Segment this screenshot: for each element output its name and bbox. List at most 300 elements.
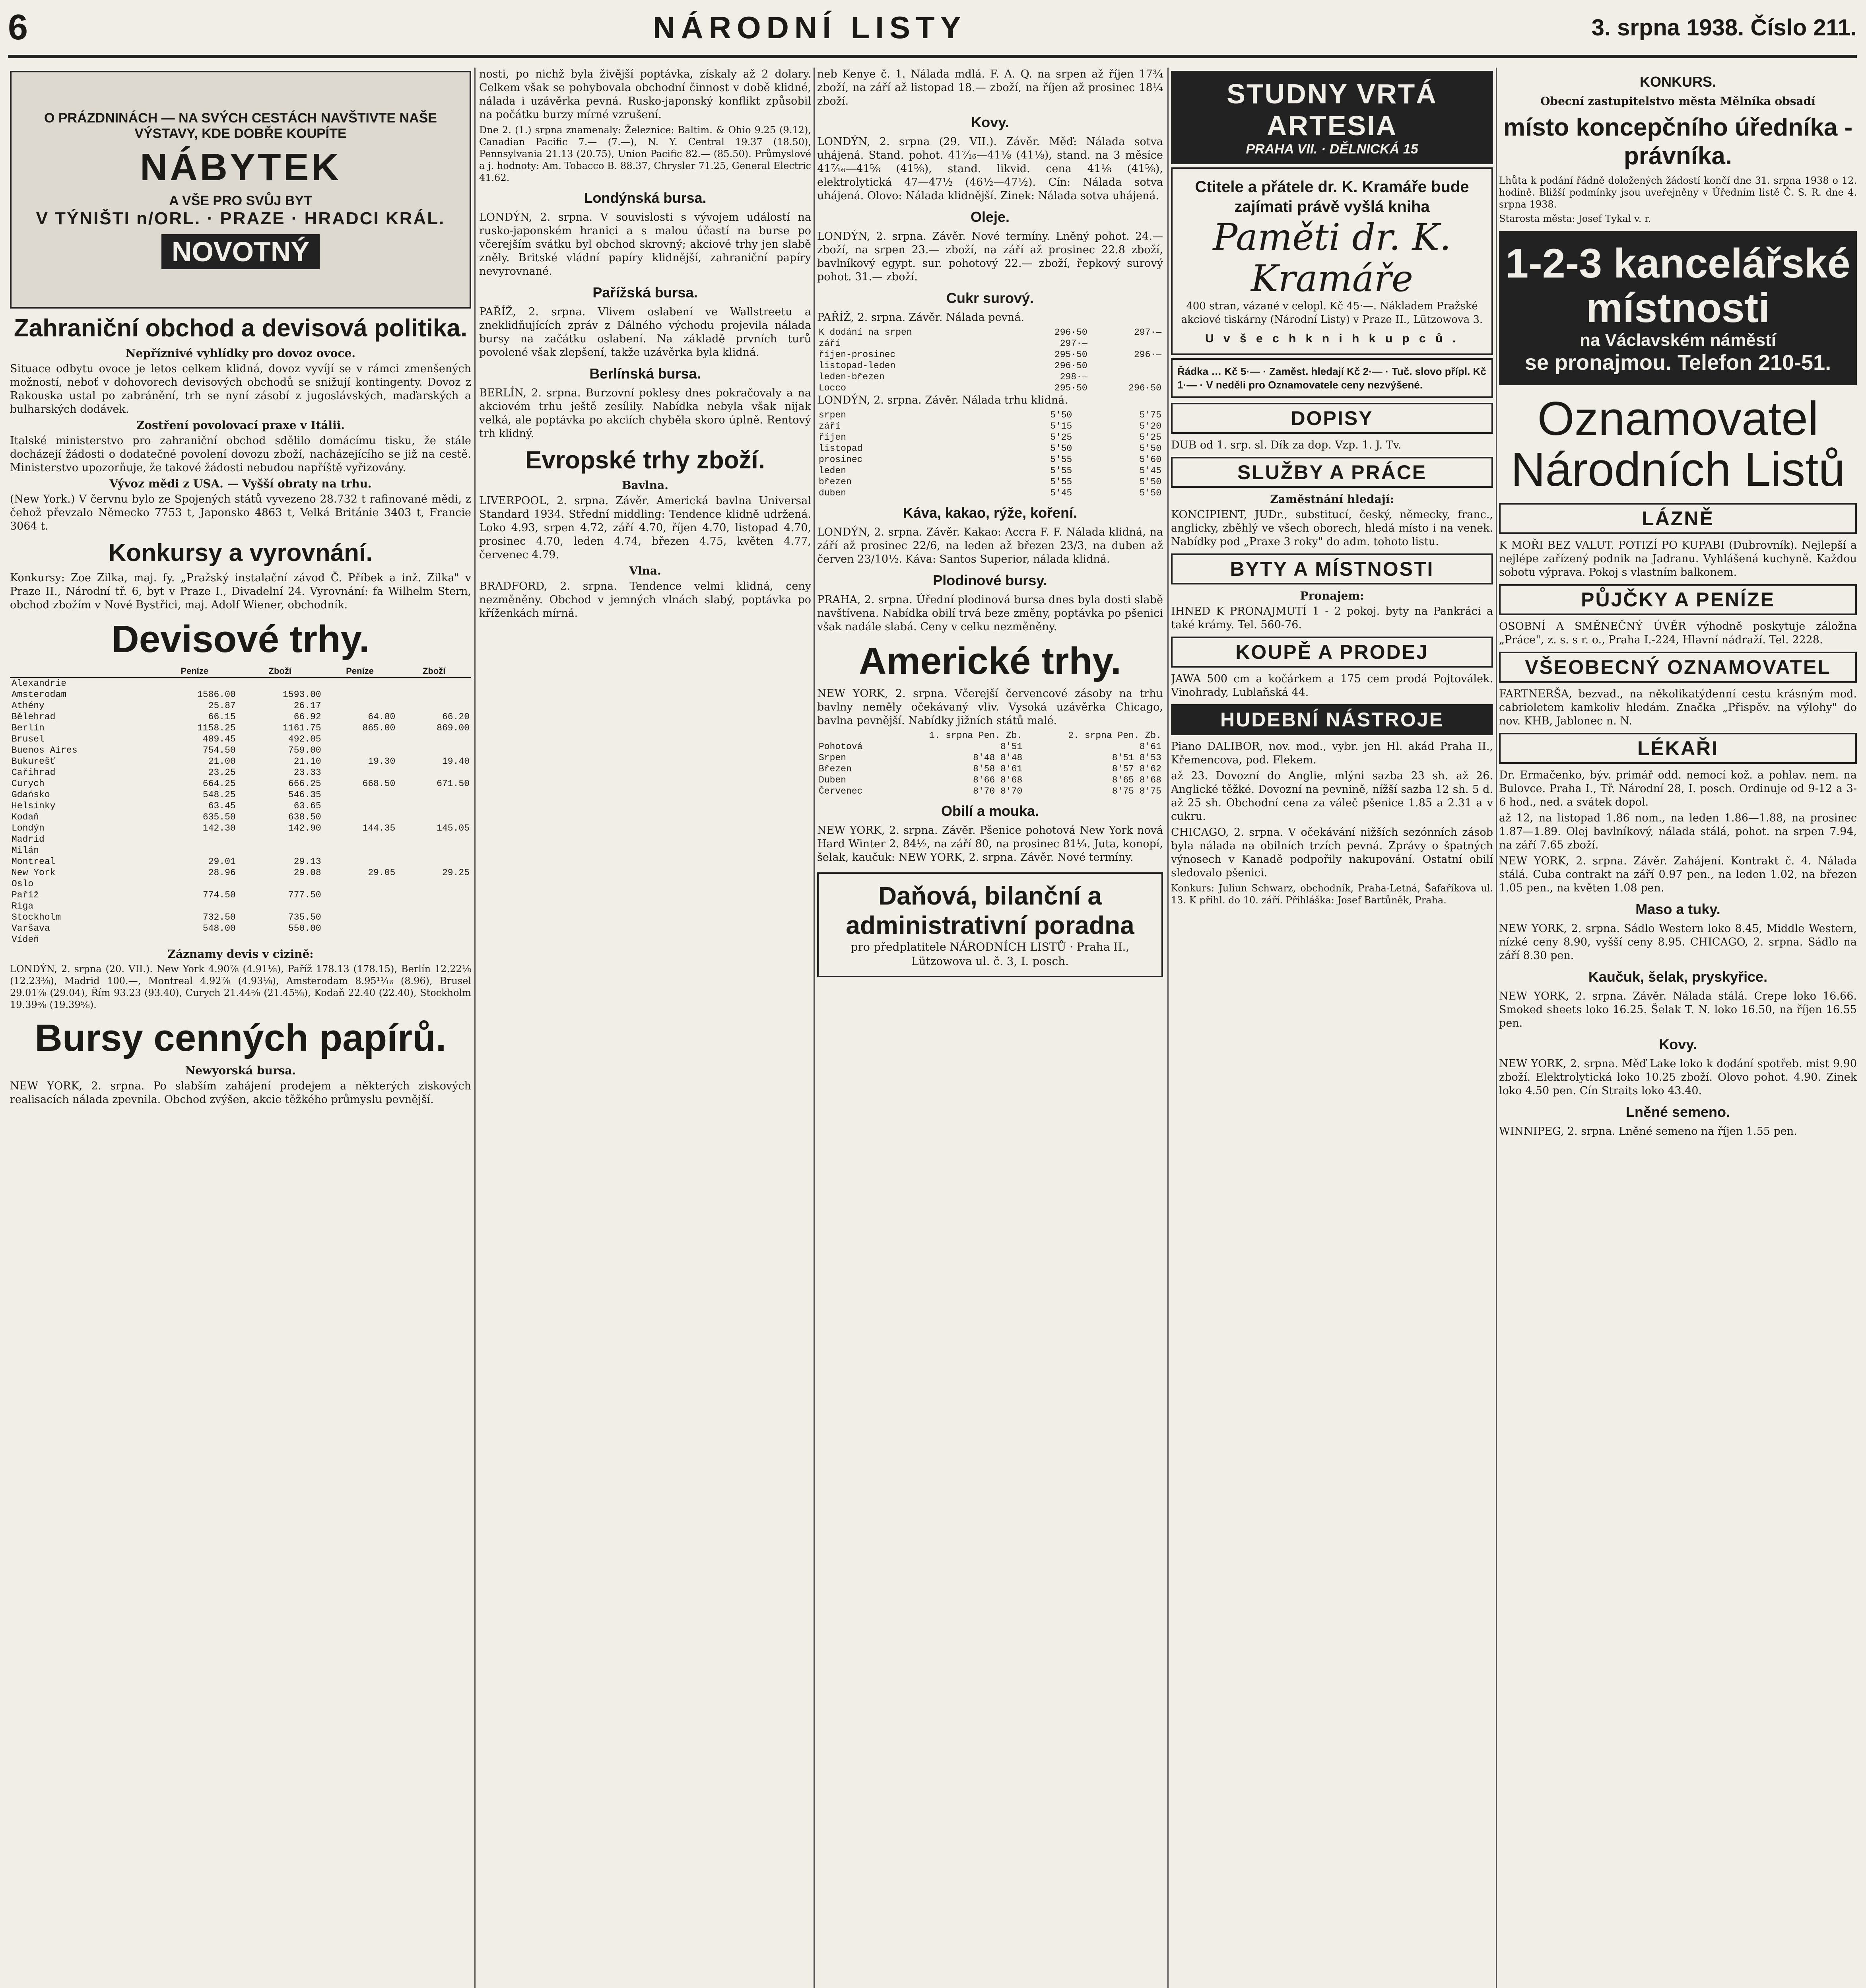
cukr-row: [817, 338, 1163, 349]
cukr-row: [817, 327, 1163, 338]
table-cell: 1161.75: [283, 723, 321, 733]
table-cell: 546.35: [288, 790, 321, 800]
table-cell: 19.30: [368, 756, 396, 767]
lazne-text: K MOŘI BEZ VALUT. POTIZÍ PO KUPABI (Dubrovník). Nejlepší a nejlépe zařízený podnik na Jadranu. Vyhlášená kuchyně. Každou sobotu výprava. Pokoj s vlastním balkonem.: [1499, 539, 1857, 579]
berlinska-title: Berlínská bursa.: [589, 365, 701, 382]
table-cell: 297·—: [1060, 338, 1087, 349]
bavlna-row: [817, 763, 1163, 775]
column-rule: [474, 68, 476, 1988]
fx-row: [10, 923, 471, 934]
table-cell: [1089, 371, 1163, 382]
bavlna-row: [817, 752, 1163, 763]
table-cell: duben: [819, 488, 847, 498]
devisove-table: [10, 665, 471, 945]
table-cell: [397, 812, 471, 823]
table-cell: 296·—: [1134, 349, 1161, 360]
lekari-label: LÉKAŘI: [1499, 733, 1857, 764]
table-cell: [397, 901, 471, 912]
obili-text: NEW YORK, 2. srpna. Závěr. Pšenice pohotová New York nová Hard Winter 2. 84½, na září 80, na prosinec 81¼. Juta, konopí, šelak, kaučuk: NEW YORK, 2. srpna. Závěr. Nové termíny.: [817, 824, 1163, 864]
fx-row: [10, 912, 471, 923]
kancelar-ad: [1499, 231, 1857, 385]
article-text: neb Kenye č. 1. Nálada mdlá. F. A. Q. na srpen až říjen 17¾ zboží, na září až listopad 18.— zboží, na říjen až prosinec 18¼ zboží.: [817, 68, 1163, 107]
table-cell: 548.00: [202, 923, 236, 934]
table-cell: [397, 745, 471, 756]
page-number: 6: [8, 7, 28, 47]
fx-row: [10, 711, 471, 722]
table-cell: 8'57 8'62: [1112, 764, 1161, 774]
table-cell: [323, 767, 397, 778]
kancelar-contact: se pronajmou. Telefon 210-51.: [1524, 351, 1831, 375]
table-cell: [397, 689, 471, 700]
article-text: NEW YORK, 2. srpna. Závěr. Zahájení. Kontrakt č. 4. Nálada stálá. Cuba contrakt na září 0.97 pen., na leden 1.02, na březen 1.05 pen., na květen 1.08 pen.: [1499, 855, 1857, 894]
article-text: nosti, po nichž byla živější poptávka, získaly až 2 dolary. Celkem však se pohybovala obchodní činnost v době klidné, nálada i uzávěrka pevná. Rusko-japonský konflikt způsobil na počátku burzy mírné vzrušení.: [479, 68, 811, 121]
fx-row: [10, 823, 471, 834]
table-cell: Cařihrad: [12, 767, 56, 778]
table-cell: 29.01: [208, 856, 236, 867]
table-cell: [397, 834, 471, 845]
table-cell: Londýn: [12, 823, 45, 833]
table-cell: 29.13: [293, 856, 321, 867]
table-cell: [817, 730, 885, 741]
table-cell: Vídeň: [12, 934, 39, 945]
table-cell: [397, 700, 471, 711]
column-rule: [1496, 68, 1497, 1988]
table-cell: 5'50: [1050, 443, 1072, 454]
artesia-ad: [1171, 71, 1493, 164]
table-cell: prosinec: [819, 454, 863, 465]
danova-poradna-ad: [817, 872, 1163, 977]
table-cell: 2. srpna Pen. Zb.: [1068, 730, 1161, 741]
oleje-text: LONDÝN, 2. srpna. Závěr. Nové termíny. Lněný pohot. 24.— zboží, na srpen 23.— zboží, na září až prosinec 22.8 zboží, bavlníkový egypt. sur. pohotový 22.— zboží, řepkový surový pohot. 31.— zboží.: [817, 230, 1163, 283]
table-cell: Oslo: [12, 879, 34, 889]
table-cell: 5'45: [1050, 488, 1072, 498]
table-cell: 145.05: [437, 823, 470, 833]
table-cell: 548.25: [202, 790, 236, 800]
kramar-shop: U v š e c h k n i h k u p c ů .: [1205, 332, 1459, 345]
column-rule: [814, 68, 815, 1988]
fx-row: [10, 767, 471, 778]
table-cell: říjen: [819, 432, 847, 443]
cukr2-row: [817, 432, 1163, 443]
table-cell: 666.25: [288, 779, 321, 789]
cukr2-table: [817, 410, 1163, 499]
table-cell: Kodaň: [12, 812, 39, 822]
table-cell: 295·50: [1054, 349, 1087, 360]
table-cell: 5'55: [1050, 466, 1072, 476]
cukr2-row: [817, 465, 1163, 476]
konkurs-headline: místo koncepčního úředníka - právníka.: [1503, 114, 1853, 170]
kava-text: LONDÝN, 2. srpna. Závěr. Kakao: Accra F. F. Nálada klidná, na září až prosinec 22/6, na leden až březen 23/3, na duben až červen 23/10½. Káva: Santos Superior, nálada klidná.: [817, 526, 1163, 565]
table-cell: 664.25: [202, 779, 236, 789]
table-cell: 63.65: [293, 801, 321, 811]
table-cell: Riga: [12, 901, 34, 911]
table-cell: Athény: [12, 701, 45, 711]
table-cell: 8'70 8'70: [973, 786, 1023, 796]
article-text: až 12, na listopad 1.86 nom., na leden 1.86—1.88, na prosinec 1.87—1.89. Olej bavlníkový, nálada stálá, pohot. na srpen 7.94, na září 7.65 zboží.: [1499, 812, 1857, 851]
table-cell: [152, 934, 237, 945]
fx-row: [10, 734, 471, 745]
issue-date: 3. srpna 1938. Číslo 211.: [1591, 14, 1857, 41]
table-cell: [323, 934, 397, 945]
table-cell: [323, 845, 397, 856]
table-cell: 732.50: [202, 912, 236, 922]
table-cell: 735.50: [288, 912, 321, 922]
plodinove-text: PRAHA, 2. srpna. Úřední plodinová bursa dnes byla dosti slabě navštívena. Nabídka obilí trvá beze změny, poptávka po pšenici však nadále slabá. Ceny v celku nezměněny.: [817, 594, 1163, 633]
konkurs-text: Lhůta k podání řádně doložených žádostí končí dne 31. srpna 1938 o 12. hodině. Bližší podmínky jsou uveřejněny v Úředním listě Č. S. R. dne 4. srpna 1938.: [1499, 175, 1857, 210]
cukr2-row: [817, 410, 1163, 421]
lekari-text: Dr. Ermačenko, býv. primář odd. nemocí kož. a pohlav. nem. na Bulovce. Praha I., Tř. Národní 28, I. posch. Ordinuje od 9-12 a 3-6 hod., ned. a svátek dopol.: [1499, 769, 1857, 808]
kovy-title: Kovy.: [1659, 1036, 1697, 1052]
article-text: (New York.) V červnu bylo ze Spojených států vyvezeno 28.732 t rafinované mědi, z čehož převzalo Německo 7753 t, Japonsko 4863 t, Velká Británie 3403 t, Francie 3064 t.: [10, 493, 471, 532]
bavlna-row: [817, 741, 1163, 752]
price-list-box: [1171, 358, 1493, 398]
fx-row: [10, 856, 471, 867]
table-cell: 142.30: [202, 823, 236, 833]
konkurs-title: KONKURS.: [1639, 74, 1716, 90]
fx-header: Peníze: [323, 665, 397, 678]
table-cell: 63.45: [208, 801, 236, 811]
table-cell: [323, 889, 397, 901]
table-cell: [323, 878, 397, 889]
table-cell: 8'51: [1000, 742, 1023, 752]
table-cell: 1. srpna Pen. Zb.: [929, 730, 1023, 741]
table-cell: leden: [819, 466, 847, 476]
table-cell: [237, 834, 323, 845]
danova-title: Daňová, bilanční a administrativní poradna: [846, 881, 1134, 940]
byty-text: IHNED K PRONAJMUTÍ 1 - 2 pokoj. byty na Pankráci a také krámy. Tel. 560-76.: [1171, 605, 1493, 631]
londyn-text: LONDÝN, 2. srpna. V souvislosti s vývojem událostí na rusko-japonském hranici a s malou účastí na burse po včerejším svátku byl obchod skrovný; akciové trhy jen slabě zněly. Britské vládní papíry klidnější, zahraniční papíry nevyrovnané.: [479, 211, 811, 278]
artesia-address: PRAHA VII. · DĚLNICKÁ 15: [1246, 142, 1418, 157]
sluzby-text: KONCIPIENT, JUDr., substitucí, český, německy, franc., anglicky, zběhlý ve všech oborech, hledá místo i na venek. Nabídky pod „Praxe 3 roky" do adm. tohoto listu.: [1171, 509, 1493, 548]
kaucuk-title: Kaučuk, šelak, pryskyřice.: [1588, 969, 1768, 985]
table-cell: 865.00: [362, 723, 396, 733]
table-cell: 298·—: [1060, 372, 1087, 382]
table-cell: říjen-prosinec: [819, 349, 896, 360]
kaucuk-text: NEW YORK, 2. srpna. Závěr. Nálada stálá. Crepe loko 16.66. Smoked sheets loko 16.25. Šelak T. N. loko 16.50, na říjen 16.55 pen.: [1499, 990, 1857, 1029]
table-cell: 5'60: [1139, 454, 1161, 465]
section-title: Zahraniční obchod a devisová politika.: [14, 315, 468, 342]
table-cell: 29.25: [442, 868, 470, 878]
cukr-intro: PAŘÍŽ, 2. srpna. Závěr. Nálada pevná.: [817, 311, 1024, 324]
table-cell: 8'48 8'48: [973, 753, 1023, 763]
table-cell: 5'50: [1139, 443, 1161, 454]
table-cell: Stockholm: [12, 912, 61, 922]
table-cell: listopad-leden: [819, 361, 896, 371]
table-cell: [397, 845, 471, 856]
article-heading: Zostření povolovací praxe v Itálii.: [136, 419, 345, 432]
table-cell: 668.50: [362, 779, 396, 789]
article-text: Italské ministerstvo pro zahraniční obchod sdělilo domácímu tisku, že stále docházejí žádosti o dodatečné povolení dovozu zboží, nacházejícího se již na cestě. Ministerstvo upozorňuje, že takové žádosti nebudou napříště vyřizovány.: [10, 435, 471, 474]
table-cell: 29.05: [368, 868, 396, 878]
table-cell: 754.50: [202, 745, 236, 755]
kramar-title: Paměti dr. K. Kramáře: [1213, 216, 1451, 300]
table-cell: [152, 845, 237, 856]
dopisy-text: DUB od 1. srp. sl. Dík za dop. Vzp. 1. J. Tv.: [1171, 439, 1402, 451]
danova-info: pro předplatitele NÁRODNÍCH LISTŮ · Praha II., Lützowova ul. č. 3, I. posch.: [850, 940, 1130, 968]
table-cell: 489.45: [202, 734, 236, 744]
table-cell: Varšava: [12, 923, 50, 934]
table-cell: 550.00: [288, 923, 321, 934]
artesia-title: STUDNY VRTÁ ARTESIA: [1227, 78, 1437, 141]
cukr-row: [817, 382, 1163, 394]
table-cell: [152, 678, 237, 689]
table-cell: Curych: [12, 779, 45, 789]
table-cell: 1158.25: [197, 723, 236, 733]
table-cell: 144.35: [362, 823, 396, 833]
parizska-title: Pařížská bursa.: [592, 284, 698, 301]
fx-row: [10, 889, 471, 901]
evropske-text: LIVERPOOL, 2. srpna. Závěr. Americká bavlna Universal Standard 1934. Střední middling: Tendence klidně udržená. Loko 4.93, srpen 4.72, září 4.70, říjen 4.70, listopad 4.70, prosinec 4.70, leden 4.74, březen 4.75, květen 4.77, červenec 4.79.: [479, 495, 811, 561]
konkurs-subtitle: Obecní zastupitelstvo města Mělníka obsadí: [1540, 95, 1816, 108]
column-2: [479, 68, 811, 1988]
table-cell: Červenec: [819, 786, 863, 796]
table-cell: březen: [819, 477, 852, 487]
table-cell: Bukurešť: [12, 756, 56, 767]
parizska-text: PAŘÍŽ, 2. srpna. Vlivem oslabení ve Wallstreetu a zneklidňujících zpráv z Dálného východu projevila nálada bursy na začátku oslabení. Na základě prvních turů povolené však zlepšení, takže uzávěrka byla klidná.: [479, 306, 811, 359]
table-cell: [237, 934, 323, 945]
fx-row: [10, 845, 471, 856]
sluzby-label: SLUŽBY A PRÁCE: [1171, 457, 1493, 488]
cukr2-row: [817, 476, 1163, 487]
bavlna-table: [817, 730, 1163, 797]
cukr2-intro: LONDÝN, 2. srpna. Závěr. Nálada trhu klidná.: [817, 394, 1068, 406]
nabytek-ad-cities: V TÝNIŠTI n/ORL. · PRAZE · HRADCI KRÁL.: [36, 208, 445, 228]
table-cell: [397, 934, 471, 945]
kramar-info: 400 stran, vázané v celopl. Kč 45·—. Nákladem Pražské akciové tiskárny (Národní Listy) v Praze II., Lützowova 3.: [1181, 300, 1483, 326]
cukr-row: [817, 360, 1163, 371]
column-4: [1171, 68, 1493, 1988]
table-cell: 5'55: [1050, 454, 1072, 465]
fx-row: [10, 901, 471, 912]
americke-trhy-title: Americké trhy.: [859, 640, 1121, 682]
table-cell: 759.00: [288, 745, 321, 755]
cukr-row: [817, 349, 1163, 360]
table-cell: [323, 856, 397, 867]
table-cell: [323, 834, 397, 845]
table-cell: 23.33: [293, 767, 321, 778]
table-cell: 8'61: [1139, 742, 1161, 752]
table-cell: 5'55: [1050, 477, 1072, 487]
byty-heading: Pronajem:: [1300, 589, 1364, 602]
konkurs-signature: Starosta města: Josef Tykal v. r.: [1499, 213, 1651, 224]
table-cell: Locco: [819, 383, 847, 393]
table-cell: [323, 789, 397, 800]
table-cell: Madrid: [12, 834, 45, 845]
cukr-table: [817, 327, 1163, 394]
table-cell: [397, 734, 471, 745]
table-cell: 492.05: [288, 734, 321, 744]
table-cell: 774.50: [202, 890, 236, 900]
fx-header: [10, 665, 152, 678]
zaznamy-heading: Záznamy devis v cizině:: [167, 947, 314, 961]
table-cell: Montreal: [12, 856, 56, 867]
table-cell: Bělehrad: [12, 712, 56, 722]
fx-row: [10, 812, 471, 823]
fx-row: [10, 778, 471, 789]
table-cell: 869.00: [437, 723, 470, 733]
table-cell: 5'75: [1139, 410, 1161, 420]
vlna-heading: Vlna.: [629, 564, 661, 577]
table-cell: Gdańsko: [12, 790, 50, 800]
table-cell: leden-březen: [819, 372, 885, 382]
table-cell: 5'50: [1139, 477, 1161, 487]
table-cell: 142.90: [288, 823, 321, 833]
fx-row: [10, 745, 471, 756]
article-heading: Vývoz mědi z USA. — Vyšší obraty na trhu.: [109, 477, 372, 490]
table-cell: Helsinky: [12, 801, 56, 811]
table-cell: [237, 845, 323, 856]
table-cell: srpen: [819, 410, 847, 420]
fx-row: [10, 878, 471, 889]
byty-label: BYTY A MÍSTNOSTI: [1171, 553, 1493, 584]
table-cell: [397, 800, 471, 812]
kovy-title: Kovy.: [971, 114, 1009, 130]
table-cell: Březen: [819, 764, 852, 774]
table-cell: [397, 767, 471, 778]
table-cell: [397, 923, 471, 934]
table-cell: 5'50: [1139, 488, 1161, 498]
cukr2-row: [817, 421, 1163, 432]
evropske-trhy-title: Evropské trhy zboží.: [525, 447, 765, 474]
table-cell: [152, 834, 237, 845]
table-cell: 26.17: [293, 701, 321, 711]
cukr-row: [817, 371, 1163, 382]
koupe-text: JAWA 500 cm a kočárkem a 175 cem prodá Pojtoválek. Vinohrady, Lublaňská 44.: [1171, 673, 1493, 699]
konkursy-text: Konkursy: Zoe Zilka, maj. fy. „Pražský instalační závod Č. Příbek a inž. Zilka" v Praze II., Národní tř. 6, byt v Praze I., Divadelní 24. Vyrovnání: fa Wilhelm Stern, obchod zbožím v Nové Bystřici, maj. Adolf Wiener, obchodník.: [10, 572, 471, 611]
oznamovatel-title: Oznamovatel Národních Listů: [1511, 392, 1845, 496]
lneno-title: Lněné semeno.: [1625, 1104, 1730, 1120]
table-cell: Milán: [12, 845, 39, 856]
plodinove-title: Plodinové bursy.: [933, 572, 1047, 588]
table-cell: [323, 812, 397, 823]
kava-title: Káva, kakao, rýže, koření.: [903, 505, 1078, 521]
table-cell: 19.40: [442, 756, 470, 767]
table-cell: září: [819, 421, 841, 431]
oleje-title: Oleje.: [970, 209, 1010, 225]
bavlna-row: [817, 775, 1163, 786]
cukr2-row: [817, 443, 1163, 454]
konkursy-title: Konkursy a vyrovnání.: [108, 539, 373, 567]
table-cell: [1089, 360, 1163, 371]
table-cell: [397, 678, 471, 689]
kramar-ad: [1171, 167, 1493, 355]
vlna-text: BRADFORD, 2. srpna. Tendence velmi klidná, ceny nezměněny. Obchod v jemných vlnách slabý, poptávka po kříženkách mírná.: [479, 580, 811, 619]
zaznamy-text: LONDÝN, 2. srpna (20. VII.). New York 4.90⅞ (4.91⅛), Paříž 178.13 (178.15), Berlín 12.22⅛ (12.23⅜), Madrid 100.—, Montreal 4.92⅞ (4.93⅛), Amsterodam 8.95¹¹⁄₁₆ (8.96), Brusel 29.01⅞ (29.04), Řím 93.23 (93.40), Curych 21.44⅝ (21.45⅝), Kodaň 22.40 (22.40), Stockholm 19.39⅝ (19.39⅝).: [10, 963, 471, 1010]
stock-listing: Dne 2. (1.) srpna znamenaly: Železnice: Baltim. & Ohio 9.25 (9.12), Canadian Pacific 7.— (7.—), N. Y. Central 19.37 (18.50), Pennsylvania 21.13 (20.75), Union Pacific 82.— (85.50). Průmyslové a j. hodnoty: Am. Tobacco B. 88.37, Chrysler 71.25, General Electric 41.62.: [479, 124, 811, 183]
table-cell: 5'45: [1139, 466, 1161, 476]
nabytek-ad-brand: NOVOTNÝ: [161, 234, 320, 269]
table-cell: [397, 912, 471, 923]
kancelar-place: na Václavském náměstí: [1579, 330, 1777, 350]
table-cell: [323, 678, 397, 689]
table-cell: Amsterodam: [12, 689, 67, 700]
bavlna-row: [817, 786, 1163, 797]
kovy-text: LONDÝN, 2. srpna (29. VII.). Závěr. Měď: Nálada sotva uhájená. Stand. pohot. 41⁷⁄₁₆—41⅛ (41⅛), stand. na 3 měsíce 41⁷⁄₁₆—41⅝ (41⅝), stand. likvid. cena 41⅛ (41⅝), elektrolytická 47—47½ (46½—47½). Cín: Nálada sotva uhájená. Olovo: Nálada klidnější. Zinek: Nálada sotva uhájená.: [817, 136, 1163, 202]
table-cell: [323, 800, 397, 812]
table-cell: 295·50: [1054, 383, 1087, 393]
table-cell: 1593.00: [283, 689, 321, 700]
table-cell: 8'66 8'68: [973, 775, 1023, 785]
table-cell: 66.20: [442, 712, 470, 722]
table-cell: 8'58 8'61: [973, 764, 1023, 774]
table-cell: [237, 901, 323, 912]
table-cell: 5'20: [1139, 421, 1161, 431]
maso-title: Maso a tuky.: [1635, 901, 1720, 917]
fx-row: [10, 934, 471, 945]
londyn-title: Londýnská bursa.: [584, 190, 707, 206]
nabytek-ad: [10, 71, 471, 309]
fx-header: Zboží: [397, 665, 471, 678]
table-cell: 635.50: [202, 812, 236, 822]
table-cell: 29.08: [293, 868, 321, 878]
table-cell: 297·—: [1134, 327, 1161, 338]
dopisy-label: DOPISY: [1171, 403, 1493, 434]
column-1: [10, 68, 471, 1988]
fx-row: [10, 834, 471, 845]
table-cell: [397, 789, 471, 800]
table-cell: [323, 700, 397, 711]
table-cell: [152, 901, 237, 912]
table-cell: 8'51 8'53: [1112, 753, 1161, 763]
table-cell: 21.00: [208, 756, 236, 767]
table-cell: listopad: [819, 443, 863, 454]
table-cell: 5'25: [1139, 432, 1161, 443]
table-cell: [237, 878, 323, 889]
table-cell: [323, 923, 397, 934]
article-heading: Nepříznivé vyhlídky pro dovoz ovoce.: [125, 347, 356, 360]
chicago-text: CHICAGO, 2. srpna. V očekávání nižších sezónních zásob byla nálada na obilních trzích pevná. Zprávy o špatných výnosech v Kanadě podpořily nakupování. Ostatní obilí sledovalo pšenici.: [1171, 826, 1493, 879]
devisove-trhy-title: Devisové trhy.: [111, 618, 370, 660]
table-cell: 64.80: [368, 712, 396, 722]
table-cell: 8'75 8'75: [1112, 786, 1161, 796]
table-cell: Duben: [819, 775, 847, 785]
table-cell: [323, 689, 397, 700]
table-cell: září: [819, 338, 841, 349]
vseobecny-text: FARTNERŠA, bezvad., na několikatýdenní cestu krásným mod. cabrioletem kamkoliv hledám. Značka „Přispěv. na výlohy" do nov. KHB, Jablonec n. N.: [1499, 688, 1857, 727]
table-cell: New York: [12, 868, 56, 878]
table-cell: 5'15: [1050, 421, 1072, 431]
bursy-subtitle: Newyorská bursa.: [185, 1064, 296, 1077]
table-cell: Berlín: [12, 723, 45, 733]
table-cell: [323, 901, 397, 912]
table-cell: 638.50: [288, 812, 321, 822]
cukr2-row: [817, 454, 1163, 465]
kovy-text: NEW YORK, 2. srpna. Měď Lake loko k dodání spotřeb. mist 9.90 zboží. Elektrolytická loko 10.25 zboží. Olovo pohot. 4.90. Zinek loko 4.50 pen. Cín Straits loko 43.40.: [1499, 1058, 1857, 1097]
table-cell: 8'65 8'68: [1112, 775, 1161, 785]
table-cell: 21.10: [293, 756, 321, 767]
table-cell: Srpen: [819, 753, 847, 763]
table-cell: [323, 912, 397, 923]
nabytek-ad-title: NÁBYTEK: [140, 146, 341, 188]
article-text: Situace odbytu ovoce je letos celkem klidná, dovoz vyvíjí se v rámci zmenšených možností, neboť v dohovorech devisových obchodů se snižují kontingenty. Dovoz z Rakouska ustal po zabránění, trh se nyní zásobí z jugoslávských, maďarských a bulharských dodávek.: [10, 363, 471, 415]
fx-row: [10, 789, 471, 800]
table-cell: [323, 745, 397, 756]
sluzby-heading: Zaměstnání hledají:: [1270, 493, 1394, 506]
cukr-title: Cukr surový.: [946, 290, 1034, 306]
nabytek-ad-tagline: A VŠE PRO SVŮJ BYT: [169, 193, 312, 208]
table-cell: Paříž: [12, 890, 39, 900]
table-cell: 296·50: [1054, 361, 1087, 371]
table-cell: [237, 678, 323, 689]
newspaper-title: NÁRODNÍ LISTY: [652, 10, 967, 45]
table-cell: 5'25: [1050, 432, 1072, 443]
price-list: Řádka … Kč 5·— · Zaměst. hledají Kč 2·— · Tuč. slovo přípl. Kč 1·— · V neděli pro Oznamovatele ceny nezvýšené.: [1177, 365, 1486, 391]
table-cell: Brusel: [12, 734, 45, 744]
cukr2-row: [817, 487, 1163, 499]
konkurs-notice: Konkurs: Juliun Schwarz, obchodník, Praha-Letná, Šafaříkova ul. 13. K přihl. do 10. září. Přihláška: Josef Bartůněk, Praha.: [1171, 883, 1493, 906]
table-cell: 66.15: [208, 712, 236, 722]
table-cell: Alexandrie: [12, 678, 67, 689]
